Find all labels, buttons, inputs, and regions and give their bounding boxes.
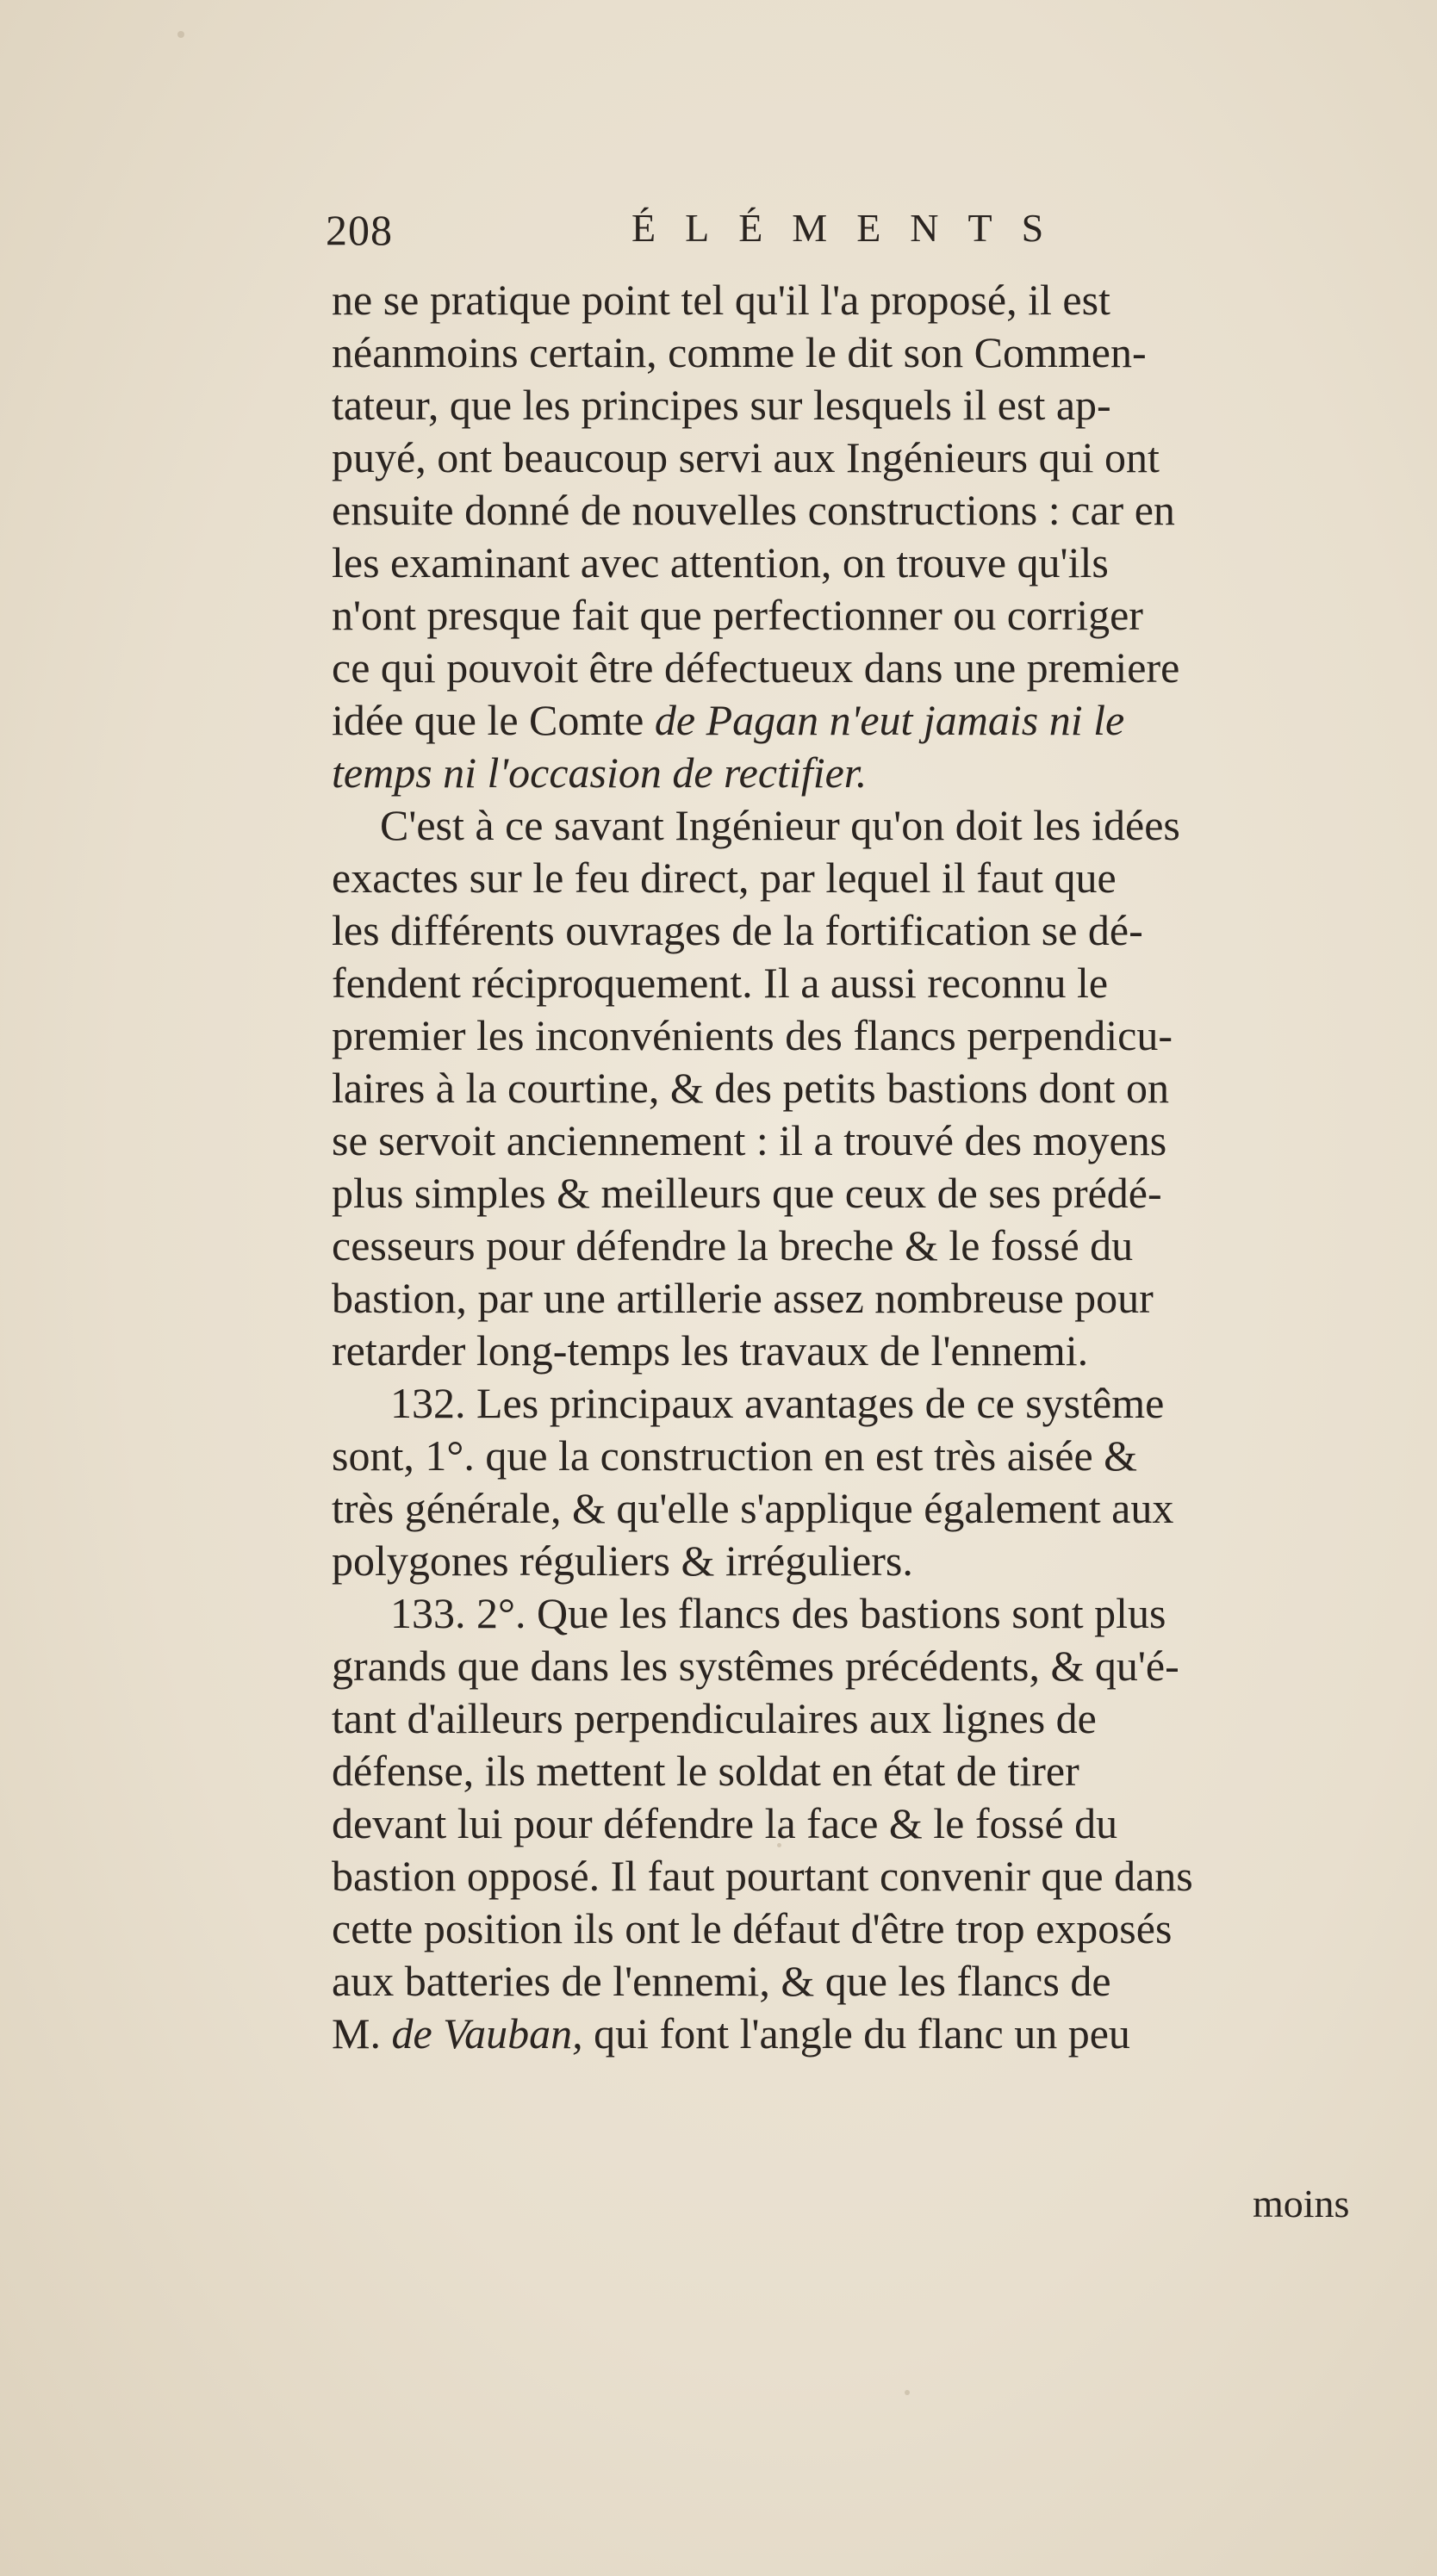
italic-name-vauban: de Vauban,: [391, 2009, 583, 2058]
text-line: devant lui pour défendre la face & le fossé du: [332, 1799, 1118, 1847]
paper-spot: [905, 2390, 910, 2395]
text-line: les différents ouvrages de la fortification se dé-: [332, 906, 1143, 954]
text-segment: M.: [332, 2009, 381, 2058]
text-line: laires à la courtine, & des petits bastions dont on: [332, 1064, 1170, 1112]
text-line: ensuite donné de nouvelles constructions : car en: [332, 486, 1175, 534]
text-line: polygones réguliers & irréguliers.: [332, 1536, 913, 1585]
text-line: cette position ils ont le défaut d'être trop exposés: [332, 1904, 1173, 1952]
text-line: sont, 1°. que la construction en est très aisée &: [332, 1431, 1138, 1480]
text-line-italic: temps ni l'occasion de rectifier.: [332, 748, 868, 797]
text-line: tant d'ailleurs perpendiculaires aux lignes de: [332, 1694, 1097, 1742]
text-line: les examinant avec attention, on trouve qu'ils: [332, 538, 1109, 587]
text-line: retarder long-temps les travaux de l'ennemi.: [332, 1326, 1089, 1375]
text-line: bastion opposé. Il faut pourtant convenir que dans: [332, 1852, 1193, 1900]
text-line: n'ont presque fait que perfectionner ou corriger: [332, 591, 1143, 639]
text-line: tateur, que les principes sur lesquels il est ap-: [332, 381, 1111, 429]
paragraph-start-132: 132. Les principaux avantages de ce systême: [390, 1379, 1165, 1427]
running-head: ÉLÉMENTS: [631, 206, 1073, 250]
text-line: se servoit anciennement : il a trouvé des moyens: [332, 1116, 1167, 1164]
text-line: ne se pratique point tel qu'il l'a proposé, il est: [332, 276, 1110, 324]
page-header: [326, 205, 1084, 274]
text-line: aux batteries de l'ennemi, & que les flancs de: [332, 1957, 1111, 2005]
text-line: puyé, ont beaucoup servi aux Ingénieurs qui ont: [332, 433, 1160, 481]
text-segment: idée que le Comte: [332, 696, 644, 744]
text-line: très générale, & qu'elle s'applique également aux: [332, 1484, 1174, 1532]
text-line: plus simples & meilleurs que ceux de ses prédé-: [332, 1169, 1162, 1217]
paragraph-start: C'est à ce savant Ingénieur qu'on doit les idées: [380, 801, 1180, 849]
text-segment: qui font l'angle du flanc un peu: [594, 2009, 1130, 2058]
text-line: cesseurs pour défendre la breche & le fossé du: [332, 1221, 1134, 1269]
text-line: fendent réciproquement. Il a aussi reconnu le: [332, 959, 1109, 1007]
italic-name-pagan: de Pagan n'eut jamais ni le: [654, 696, 1125, 744]
text-line: premier les inconvénients des flancs perpendicu-: [332, 1011, 1173, 1059]
text-line: exactes sur le feu direct, par lequel il faut que: [332, 853, 1117, 902]
paragraph-start-133: 133. 2°. Que les flancs des bastions sont plus: [390, 1589, 1166, 1637]
text-line: défense, ils mettent le soldat en état de tirer: [332, 1747, 1079, 1795]
body-text: [332, 274, 1400, 2060]
page-number: 208: [326, 206, 393, 254]
text-line: [332, 2008, 1400, 2060]
text-line: grands que dans les systêmes précédents, & qu'é-: [332, 1642, 1179, 1690]
text-line: ce qui pouvoit être défectueux dans une premiere: [332, 643, 1180, 692]
text-line: néanmoins certain, comme le dit son Commen-: [332, 328, 1147, 376]
text-line: bastion, par une artillerie assez nombreuse pour: [332, 1274, 1154, 1322]
text-line: [332, 694, 1400, 747]
paper-spot: [177, 31, 184, 38]
catchword: moins: [1253, 2182, 1350, 2225]
